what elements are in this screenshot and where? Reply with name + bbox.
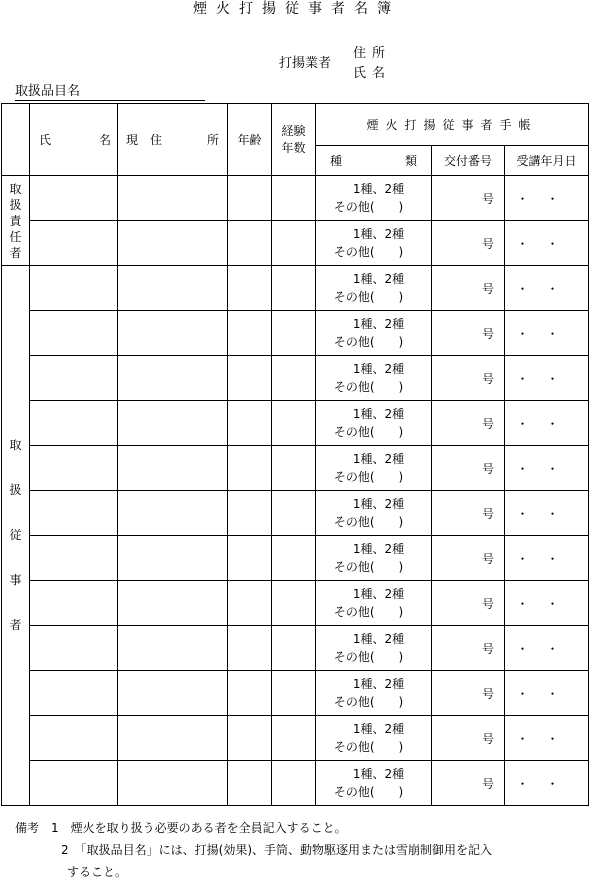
date-marks: ・・ xyxy=(516,686,577,701)
table-row xyxy=(2,761,589,806)
group-label-char: 者 xyxy=(9,245,22,260)
group-label-char: 取 xyxy=(9,438,22,452)
cell-address[interactable] xyxy=(118,401,228,446)
kind-line-2: その他( ) xyxy=(333,470,404,484)
number-suffix: 号 xyxy=(481,686,494,701)
items-name-field: 取扱品目名 xyxy=(15,84,205,101)
number-suffix: 号 xyxy=(481,191,494,206)
kind-line-2: その他( ) xyxy=(333,650,404,664)
cell-course-date[interactable] xyxy=(505,446,589,491)
cell-kind[interactable] xyxy=(316,356,432,401)
page-title: 煙火打揚従事者名簿 xyxy=(193,1,400,17)
cell-course-date[interactable] xyxy=(505,581,589,626)
group-label-char: 事 xyxy=(9,573,22,587)
number-suffix: 号 xyxy=(481,551,494,566)
kind-line-2: その他( ) xyxy=(333,605,404,619)
cell-experience[interactable] xyxy=(272,446,316,491)
cell-kind[interactable] xyxy=(316,761,432,806)
cell-kind[interactable] xyxy=(316,491,432,536)
table-row xyxy=(2,536,589,581)
cell-experience[interactable] xyxy=(272,761,316,806)
date-marks: ・・ xyxy=(516,731,577,746)
cell-course-date[interactable] xyxy=(505,311,589,356)
cell-issue-number[interactable] xyxy=(432,176,505,221)
number-suffix: 号 xyxy=(481,371,494,386)
header-kind-left: 種 xyxy=(330,154,343,168)
kind-line-2: その他( ) xyxy=(333,740,404,754)
cell-issue-number[interactable] xyxy=(432,356,505,401)
cell-issue-number[interactable] xyxy=(432,446,505,491)
table-row xyxy=(2,446,589,491)
cell-issue-number[interactable] xyxy=(432,716,505,761)
header-kind xyxy=(316,146,432,176)
cell-course-date[interactable] xyxy=(505,626,589,671)
cell-age[interactable] xyxy=(228,716,272,761)
note-line-2: 2 「取扱品目名」には、打揚(効果)、手筒、動物駆逐用または雪崩制御用を記入 xyxy=(61,843,493,857)
group-label-char: 扱 xyxy=(9,483,22,497)
kind-line-2: その他( ) xyxy=(333,695,404,709)
cell-course-date[interactable] xyxy=(505,221,589,266)
cell-name[interactable] xyxy=(30,266,118,311)
cell-course-date[interactable] xyxy=(505,401,589,446)
cell-issue-number[interactable] xyxy=(432,581,505,626)
cell-issue-number[interactable] xyxy=(432,491,505,536)
group-label-char: 任 xyxy=(9,229,22,244)
cell-name[interactable] xyxy=(30,401,118,446)
number-suffix: 号 xyxy=(481,281,494,296)
cell-age[interactable] xyxy=(228,266,272,311)
kind-line-1: 1種、2種 xyxy=(352,497,405,511)
table-row xyxy=(2,311,589,356)
header-kind-right: 類 xyxy=(404,154,417,168)
cell-age[interactable] xyxy=(228,356,272,401)
table-row xyxy=(2,401,589,446)
cell-address[interactable] xyxy=(118,356,228,401)
header-address-left: 現 住 xyxy=(126,133,163,147)
kind-line-2: その他( ) xyxy=(333,515,404,529)
cell-experience[interactable] xyxy=(272,356,316,401)
kind-line-1: 1種、2種 xyxy=(352,227,405,241)
cell-address[interactable] xyxy=(118,671,228,716)
kind-line-2: その他( ) xyxy=(333,425,404,439)
cell-kind[interactable] xyxy=(316,581,432,626)
cell-name[interactable] xyxy=(30,491,118,536)
cell-age[interactable] xyxy=(228,761,272,806)
kind-line-1: 1種、2種 xyxy=(352,722,405,736)
cell-age[interactable] xyxy=(228,536,272,581)
cell-age[interactable] xyxy=(228,446,272,491)
cell-experience[interactable] xyxy=(272,671,316,716)
cell-name[interactable] xyxy=(30,311,118,356)
date-marks: ・・ xyxy=(516,641,577,656)
operator-block xyxy=(279,40,429,80)
cell-experience[interactable] xyxy=(272,311,316,356)
cell-age[interactable] xyxy=(228,401,272,446)
kind-line-2: その他( ) xyxy=(333,785,404,799)
cell-experience[interactable] xyxy=(272,581,316,626)
kind-line-1: 1種、2種 xyxy=(352,677,405,691)
cell-experience[interactable] xyxy=(272,626,316,671)
cell-experience[interactable] xyxy=(272,536,316,581)
cell-age[interactable] xyxy=(228,671,272,716)
note-line-3: すること。 xyxy=(67,865,128,879)
cell-experience[interactable] xyxy=(272,266,316,311)
kind-line-2: その他( ) xyxy=(333,200,404,214)
notes xyxy=(15,817,590,883)
note-line-1: 備考 1 煙火を取り扱う必要のある者を全員記入すること。 xyxy=(15,821,347,835)
table-row xyxy=(2,626,589,671)
header-issue-number: 交付番号 xyxy=(432,146,505,176)
cell-kind[interactable] xyxy=(316,311,432,356)
cell-kind[interactable] xyxy=(316,176,432,221)
cell-address[interactable] xyxy=(118,446,228,491)
header-experience-2: 年数 xyxy=(281,140,306,155)
date-marks: ・・ xyxy=(516,596,577,611)
group-label-char: 責 xyxy=(9,213,22,228)
date-marks: ・・ xyxy=(516,371,577,386)
cell-issue-number[interactable] xyxy=(432,266,505,311)
number-suffix: 号 xyxy=(481,731,494,746)
header-address xyxy=(118,104,228,176)
cell-kind[interactable] xyxy=(316,626,432,671)
cell-course-date[interactable] xyxy=(505,761,589,806)
kind-line-2: その他( ) xyxy=(333,290,404,304)
table-row xyxy=(2,221,589,266)
number-suffix: 号 xyxy=(481,461,494,476)
table-row xyxy=(2,671,589,716)
cell-kind[interactable] xyxy=(316,446,432,491)
cell-name[interactable] xyxy=(30,221,118,266)
header-blank xyxy=(2,104,30,176)
cell-issue-number[interactable] xyxy=(432,536,505,581)
cell-address[interactable] xyxy=(118,176,228,221)
cell-address[interactable] xyxy=(118,491,228,536)
cell-issue-number[interactable] xyxy=(432,311,505,356)
cell-name[interactable] xyxy=(30,176,118,221)
header-experience xyxy=(272,104,316,176)
operator-name-label: 氏名 xyxy=(353,66,392,81)
header-name-right: 名 xyxy=(98,133,111,147)
kind-line-1: 1種、2種 xyxy=(352,542,405,556)
header-age: 年齢 xyxy=(228,104,272,176)
cell-address[interactable] xyxy=(118,761,228,806)
table-row xyxy=(2,581,589,626)
date-marks: ・・ xyxy=(516,461,577,476)
kind-line-1: 1種、2種 xyxy=(352,317,405,331)
cell-age[interactable] xyxy=(228,581,272,626)
header-address-right: 所 xyxy=(206,133,219,147)
cell-issue-number[interactable] xyxy=(432,671,505,716)
group-label-workers xyxy=(2,266,30,806)
date-marks: ・・ xyxy=(516,236,577,251)
kind-line-1: 1種、2種 xyxy=(352,587,405,601)
header-experience-1: 経験 xyxy=(281,123,306,138)
cell-kind[interactable] xyxy=(316,671,432,716)
cell-kind[interactable] xyxy=(316,401,432,446)
cell-age[interactable] xyxy=(228,311,272,356)
cell-experience[interactable] xyxy=(272,401,316,446)
cell-address[interactable] xyxy=(118,311,228,356)
cell-course-date[interactable] xyxy=(505,671,589,716)
cell-experience[interactable] xyxy=(272,221,316,266)
kind-line-1: 1種、2種 xyxy=(352,272,405,286)
number-suffix: 号 xyxy=(481,596,494,611)
date-marks: ・・ xyxy=(516,326,577,341)
header-name-left: 氏 xyxy=(39,133,52,147)
cell-address[interactable] xyxy=(118,536,228,581)
cell-name[interactable] xyxy=(30,536,118,581)
number-suffix: 号 xyxy=(481,326,494,341)
cell-address[interactable] xyxy=(118,716,228,761)
kind-line-1: 1種、2種 xyxy=(352,452,405,466)
table-row xyxy=(2,266,589,311)
group-label-char: 従 xyxy=(9,528,22,542)
number-suffix: 号 xyxy=(481,236,494,251)
cell-issue-number[interactable] xyxy=(432,221,505,266)
cell-course-date[interactable] xyxy=(505,536,589,581)
number-suffix: 号 xyxy=(481,776,494,791)
group-label-char: 取 xyxy=(9,181,22,196)
kind-line-1: 1種、2種 xyxy=(352,362,405,376)
date-marks: ・・ xyxy=(516,281,577,296)
date-marks: ・・ xyxy=(516,551,577,566)
date-marks: ・・ xyxy=(516,506,577,521)
cell-kind[interactable] xyxy=(316,266,432,311)
cell-age[interactable] xyxy=(228,221,272,266)
kind-line-1: 1種、2種 xyxy=(352,407,405,421)
cell-course-date[interactable] xyxy=(505,176,589,221)
group-label-char: 者 xyxy=(9,618,22,632)
cell-kind[interactable] xyxy=(316,221,432,266)
cell-course-date[interactable] xyxy=(505,356,589,401)
cell-course-date[interactable] xyxy=(505,491,589,536)
cell-name[interactable] xyxy=(30,446,118,491)
operator-address-label: 住所 xyxy=(353,46,392,61)
kind-line-2: その他( ) xyxy=(333,335,404,349)
cell-age[interactable] xyxy=(228,176,272,221)
cell-age[interactable] xyxy=(228,491,272,536)
cell-issue-number[interactable] xyxy=(432,761,505,806)
cell-course-date[interactable] xyxy=(505,716,589,761)
register-table xyxy=(1,103,589,806)
cell-address[interactable] xyxy=(118,581,228,626)
cell-name[interactable] xyxy=(30,716,118,761)
table-row xyxy=(2,716,589,761)
header-handbook: 煙火打揚従事者手帳 xyxy=(316,104,589,146)
cell-age[interactable] xyxy=(228,626,272,671)
cell-experience[interactable] xyxy=(272,716,316,761)
kind-line-1: 1種、2種 xyxy=(352,767,405,781)
cell-experience[interactable] xyxy=(272,176,316,221)
cell-address[interactable] xyxy=(118,266,228,311)
group-label-char: 扱 xyxy=(9,197,22,212)
cell-issue-number[interactable] xyxy=(432,626,505,671)
cell-name[interactable] xyxy=(30,626,118,671)
number-suffix: 号 xyxy=(481,416,494,431)
table-row xyxy=(2,491,589,536)
number-suffix: 号 xyxy=(481,641,494,656)
header-course-date: 受講年月日 xyxy=(505,146,589,176)
cell-address[interactable] xyxy=(118,221,228,266)
cell-course-date[interactable] xyxy=(505,266,589,311)
date-marks: ・・ xyxy=(516,416,577,431)
cell-address[interactable] xyxy=(118,626,228,671)
group-label-responsible xyxy=(2,176,30,266)
date-marks: ・・ xyxy=(516,191,577,206)
operator-label: 打揚業者 xyxy=(279,56,332,71)
cell-issue-number[interactable] xyxy=(432,401,505,446)
kind-line-1: 1種、2種 xyxy=(352,182,405,196)
cell-name[interactable] xyxy=(30,356,118,401)
header-name xyxy=(30,104,118,176)
cell-name[interactable] xyxy=(30,671,118,716)
cell-kind[interactable] xyxy=(316,716,432,761)
number-suffix: 号 xyxy=(481,506,494,521)
kind-line-2: その他( ) xyxy=(333,560,404,574)
cell-name[interactable] xyxy=(30,581,118,626)
kind-line-2: その他( ) xyxy=(333,245,404,259)
kind-line-2: その他( ) xyxy=(333,380,404,394)
date-marks: ・・ xyxy=(516,776,577,791)
cell-kind[interactable] xyxy=(316,536,432,581)
table-row xyxy=(2,176,589,221)
kind-line-1: 1種、2種 xyxy=(352,632,405,646)
cell-name[interactable] xyxy=(30,761,118,806)
table-row xyxy=(2,356,589,401)
cell-experience[interactable] xyxy=(272,491,316,536)
